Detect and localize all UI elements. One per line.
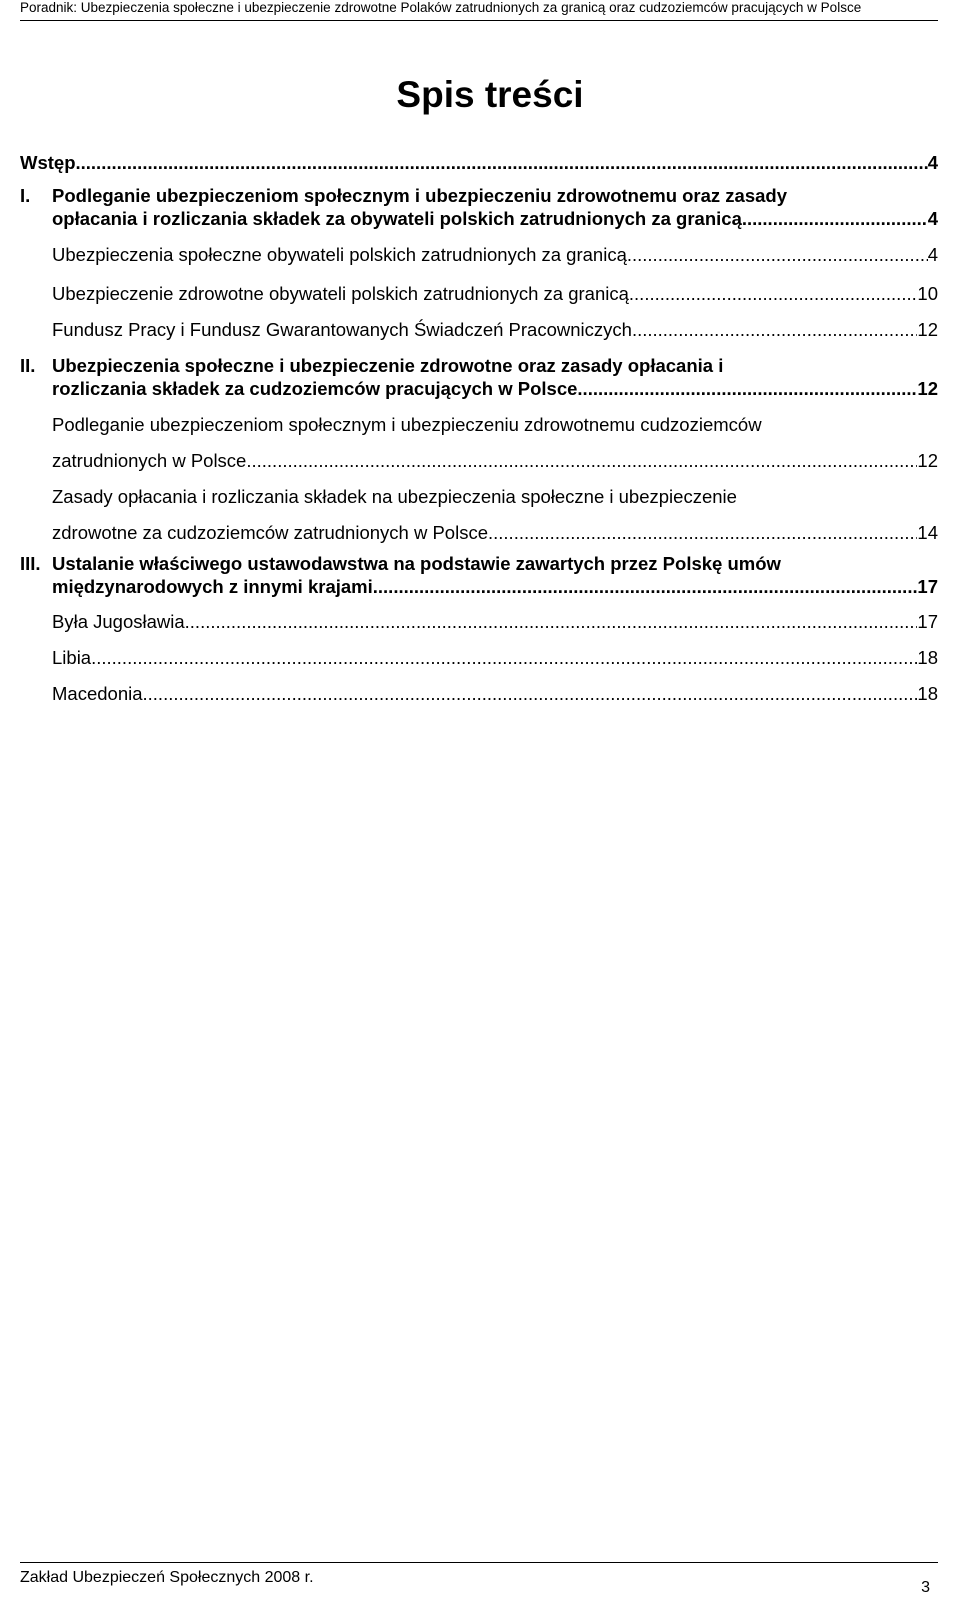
toc-entry-subsection[interactable] — [20, 317, 938, 343]
toc-leader-dots — [91, 645, 917, 671]
footer-divider — [20, 1562, 938, 1563]
toc-entry-text: międzynarodowych z innymi krajami — [52, 576, 373, 597]
toc-page-number: 12 — [917, 450, 938, 471]
toc-leader-dots — [742, 206, 928, 232]
toc-entry-text-line1: Podleganie ubezpieczeniom społecznym i ubezpieczeniu zdrowotnemu cudzoziemców — [52, 414, 762, 435]
toc-leader-dots — [143, 681, 918, 707]
toc-leader-dots — [246, 448, 917, 474]
toc-entry-text-line1: Zasady opłacania i rozliczania składek na ubezpieczenia społeczne i ubezpieczenie — [52, 486, 737, 507]
toc-leader-dots — [629, 281, 918, 307]
toc-section-number: III. — [20, 553, 41, 574]
toc-entry-text-line1: Ubezpieczenia społeczne i ubezpieczenie zdrowotne oraz zasady opłacania i — [52, 355, 724, 376]
toc-page-number: 12 — [917, 319, 938, 340]
toc-entry-text: Ubezpieczenie zdrowotne obywateli polskich zatrudnionych za granicą — [52, 283, 629, 304]
toc-leader-dots — [488, 520, 917, 546]
toc-page-number: 14 — [917, 522, 938, 543]
toc-entry-text: Wstęp — [20, 152, 76, 173]
toc-entry-wstep[interactable] — [20, 150, 938, 176]
toc-entry-text: Fundusz Pracy i Fundusz Gwarantowanych Świadczeń Pracowniczych — [52, 319, 632, 340]
toc-entry-subsection[interactable] — [20, 681, 938, 707]
toc-page-number: 4 — [927, 152, 938, 173]
toc-entry-subsection[interactable] — [20, 242, 938, 268]
toc-page-number: 4 — [927, 244, 938, 265]
toc-entry-text: zdrowotne za cudzoziemców zatrudnionych w Polsce — [52, 522, 488, 543]
toc-entry-text: Ubezpieczenia społeczne obywateli polskich zatrudnionych za granicą — [52, 244, 627, 265]
page-number: 3 — [921, 1579, 930, 1596]
toc-entry-text: Libia — [52, 647, 92, 668]
toc-entry-text: opłacania i rozliczania składek za obywateli polskich zatrudnionych za granicą — [52, 208, 742, 229]
toc-entry-subsection[interactable] — [20, 281, 938, 307]
footer-publisher: Zakład Ubezpieczeń Społecznych 2008 r. — [20, 1569, 314, 1586]
toc-page-number: 10 — [917, 283, 938, 304]
toc-leader-dots — [577, 376, 917, 402]
running-header: Poradnik: Ubezpieczenia społeczne i ubezpieczenie zdrowotne Polaków zatrudnionych za granicą oraz cudzoziemców pracujących w Polsce — [20, 0, 938, 21]
toc-entry-subsection[interactable] — [20, 484, 938, 546]
toc-page-number: 4 — [927, 208, 938, 229]
toc-section-number: II. — [20, 355, 36, 376]
toc-page-number: 12 — [917, 378, 938, 399]
toc-entry-text: Macedonia — [52, 683, 143, 704]
toc-entry-text: zatrudnionych w Polsce — [52, 450, 247, 471]
toc-page-number: 18 — [917, 683, 938, 704]
toc-entry-subsection[interactable] — [20, 645, 938, 671]
toc-leader-dots — [627, 242, 928, 268]
toc-entry-section-1[interactable] — [20, 183, 938, 232]
toc-leader-dots — [632, 317, 917, 343]
toc-leader-dots — [76, 150, 928, 176]
toc-entry-subsection[interactable] — [20, 412, 938, 474]
page-title: Spis treści — [396, 74, 584, 115]
toc-leader-dots — [373, 574, 918, 600]
toc-page-number: 17 — [917, 576, 938, 597]
toc-leader-dots — [185, 609, 918, 635]
toc-entry-text: rozliczania składek za cudzoziemców pracujących w Polsce — [52, 378, 578, 399]
toc-section-number: I. — [20, 185, 31, 206]
toc-entry-text-line1: Ustalanie właściwego ustawodawstwa na podstawie zawartych przez Polskę umów — [52, 553, 781, 574]
toc-page-number: 17 — [917, 611, 938, 632]
toc-entry-subsection[interactable] — [20, 609, 938, 635]
toc-entry-text: Była Jugosławia — [52, 611, 185, 632]
toc-page-number: 18 — [917, 647, 938, 668]
toc-entry-section-2[interactable] — [20, 353, 938, 402]
toc-entry-section-3[interactable] — [20, 551, 938, 600]
toc-entry-text-line1: Podleganie ubezpieczeniom społecznym i ubezpieczeniu zdrowotnemu oraz zasady — [52, 185, 788, 206]
